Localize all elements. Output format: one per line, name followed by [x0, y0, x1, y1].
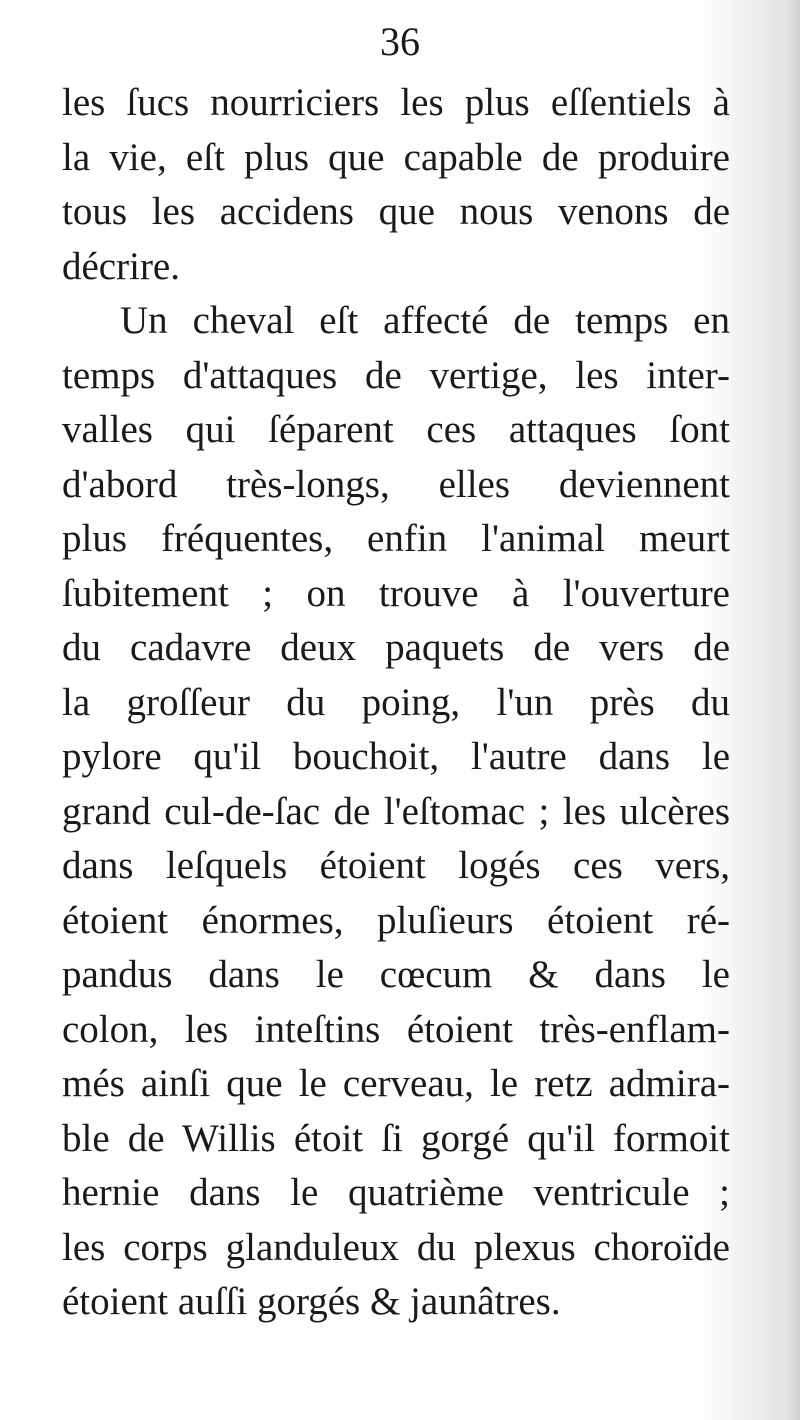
- text-line: grand cul-de-ſac de l'eſtomac ; les ulcères: [62, 789, 730, 833]
- text-line: étoient auſſi gorgés & jaunâtres.: [62, 1280, 561, 1323]
- text-line: Un cheval eſt affecté de temps en: [120, 299, 730, 342]
- text-line: pylore qu'il bouchoit, l'autre dans le: [62, 735, 730, 778]
- text-line: décrire.: [62, 244, 180, 288]
- page-edge-shadow: [774, 0, 800, 1420]
- text-line: temps d'attaques de vertige, les inter-: [62, 353, 730, 397]
- text-line: valles qui ſéparent ces attaques ſont: [62, 408, 730, 451]
- text-line: étoient énormes, pluſieurs étoient ré-: [62, 898, 730, 942]
- page-number: 36: [380, 19, 420, 64]
- text-line: tous les accidens que nous venons de: [62, 190, 730, 233]
- body-text: [62, 76, 730, 1330]
- text-line: dans leſquels étoient logés ces vers,: [62, 844, 730, 887]
- text-line: ſubitement ; on trouve à l'ouverture: [62, 571, 730, 615]
- text-line: més ainſi que le cerveau, le retz admira-: [62, 1062, 730, 1105]
- text-line: les corps glanduleux du plexus choroïde: [62, 1225, 730, 1269]
- text-line: ble de Willis étoit ſi gorgé qu'il formoit: [62, 1116, 730, 1160]
- text-line: du cadavre deux paquets de vers de: [62, 626, 730, 669]
- text-line: plus fréquentes, enfin l'animal meurt: [62, 517, 730, 560]
- text-line: d'abord très-longs, elles deviennent: [62, 462, 730, 506]
- text-line: hernie dans le quatrième ventricule ;: [62, 1171, 730, 1214]
- text-line: la vie, eſt plus que capable de produire: [62, 135, 730, 179]
- text-line: pandus dans le cœcum & dans le: [62, 953, 730, 996]
- text-line: colon, les inteſtins étoient très-enflam-: [62, 1007, 730, 1051]
- text-line: la groſſeur du poing, l'un près du: [62, 680, 730, 724]
- text-line: les ſucs nourriciers les plus eſſentiels à: [62, 81, 730, 124]
